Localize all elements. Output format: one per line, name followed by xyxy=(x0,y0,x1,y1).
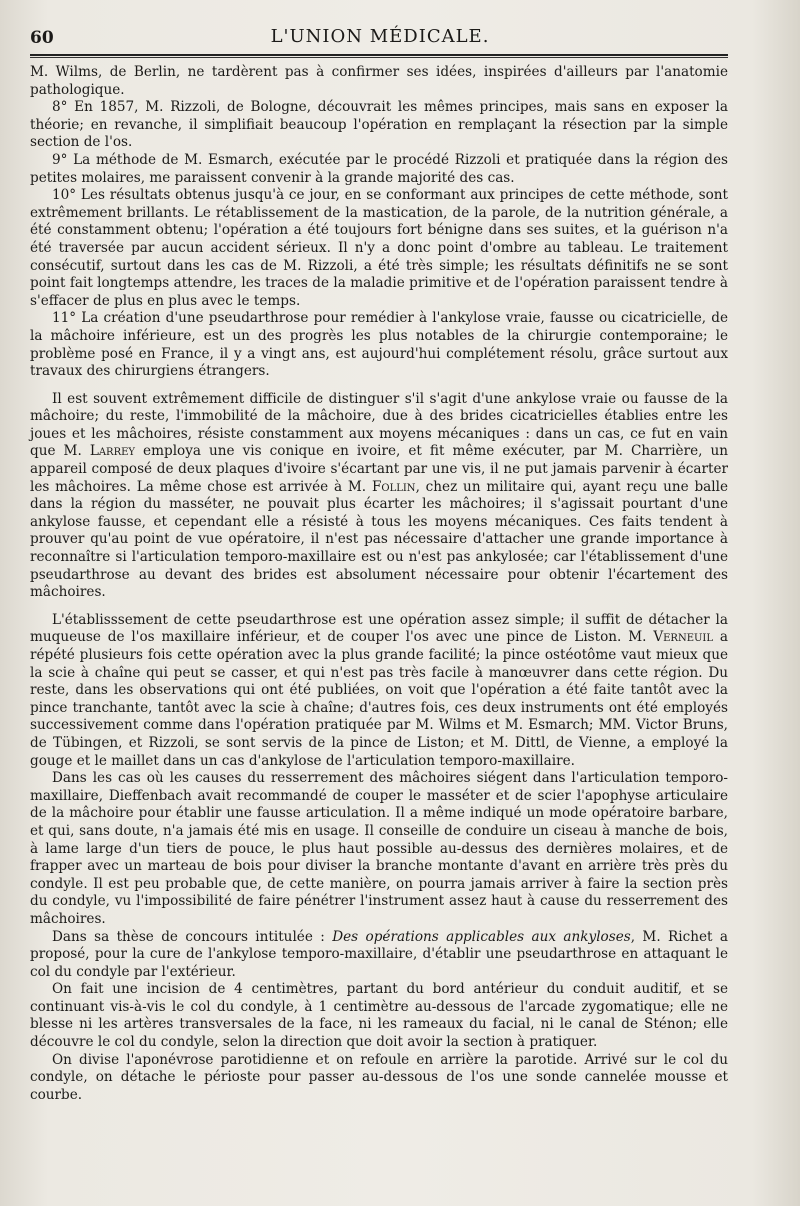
paragraph-p6 xyxy=(30,391,728,602)
thesis-title: Des opérations applicables aux ankyloses xyxy=(332,928,631,945)
paragraph-p7 xyxy=(30,612,728,770)
running-title: L'UNION MÉDICALE. xyxy=(270,26,490,47)
paragraph-p8 xyxy=(30,770,728,928)
text-run: On fait une incision de 4 centimètres, partant du bord antérieur du conduit auditif, et se continuant vis-à-vis le col du condyle, à 1 centimètre au-dessous de l'arcade zygomatique; elle ne blesse ni les artères transversales de la face, ni les rameaux du facial, ni le canal de Sténon; elle découvre le col du condyle, selon la direction que doit avoir la section à pratiquer. xyxy=(30,981,728,1051)
author-name: Larrey xyxy=(89,443,136,460)
text-run: , chez un militaire qui, ayant reçu une balle dans la région du masséter, ne pouvait plus écarter les mâchoires; il s'agissait pourtant d'une ankylose fausse, et cependant elle a résisté à tous les moyens mécaniques. Ces faits tendent à prouver qu'au point de vue opératoire, il n'est pas nécessaire d'attacher une grande importance à reconnaître si l'articulation temporo-maxillaire est ou n'est pas ankylosée; car l'établissement d'une pseudarthrose au devant des brides est absolument nécessaire pour obtenir l'écartement des mâchoires. xyxy=(30,478,729,601)
text-run: Dans les cas où les causes du resserrement des mâchoires siégent dans l'articulation temporo-maxillaire, Dieffenbach avait recommandé de couper le masséter et de scier l'apophyse articulaire de la mâchoire pour établir une fausse articulation. Il a même indiqué un mode opératoire barbare, et qui, sans doute, n'a jamais été mis en usage. Il conseille de conduire un ciseau à manche de bois, à lame large d'un tiers de pouce, le plus haut possible au-dessus des dernières molaires, et de frapper avec un marteau de bois pour diviser la branche montante d'avant en arrière très près du condyle. Il est peu probable que, de cette manière, on pourra jamais arriver à faire la section près du condyle, vu l'impossibilité de faire pénétrer l'instrument assez haut à cause du resserrement des mâchoires. xyxy=(30,770,728,927)
paragraph-p9 xyxy=(30,929,728,982)
text-run: 8° En 1857, M. Rizzoli, de Bologne, découvrait les mêmes principes, mais sans en exposer la théorie; en revanche, il simplifiait beaucoup l'opération en remplaçant la résection par la simple section de l'os. xyxy=(30,99,728,151)
text-run: 9° La méthode de M. Esmarch, exécutée par le procédé Rizzoli et pratiquée dans la région des petites molaires, me paraissent convenir à la grande majorité des cas. xyxy=(30,151,728,186)
paragraph-p10 xyxy=(30,981,728,1051)
text-run: 11° La création d'une pseudarthrose pour remédier à l'ankylose vraie, fausse ou cicatricielle, de la mâchoire inférieure, est un des progrès les plus notables de la chirurgie contemporaine; le problème posé en France, il y a vingt ans, est aujourd'hui complétement résolu, grâce surtout aux travaux des chirurgiens étrangers. xyxy=(30,310,728,380)
paragraph-p5 xyxy=(30,310,728,380)
header-rule xyxy=(30,54,728,58)
page-header xyxy=(30,18,730,52)
text-run: L'établisssement de cette pseudarthrose est une opération assez simple; il suffit de détacher la muqueuse de l'os maxillaire inférieur, et de couper l'os avec une pince de Liston. M. xyxy=(30,611,728,646)
text-run: employa une vis conique en ivoire, et fit même exécuter, par M. Charrière, un appareil composé de deux plaques d'ivoire s'écartant par une vis, il ne put jamais parvenir à écarter les mâchoires. La même chose est arrivée à M. xyxy=(30,443,729,495)
paragraph-p11 xyxy=(30,1052,728,1105)
text-run: Il est souvent extrêmement difficile de distinguer s'il s'agit d'une ankylose vraie ou fausse de la mâchoire; du reste, l'immobilité de la mâchoire, due à des brides cicatricielles établies entre les joues et les mâchoires, résiste constamment aux moyens mécaniques : dans un cas, ce fut en vain que M. xyxy=(30,390,728,460)
text-run: On divise l'aponévrose parotidienne et on refoule en arrière la parotide. Arrivé sur le col du condyle, on détache le périoste pour passer au-dessous de l'os une sonde cannelée mousse et courbe. xyxy=(30,1051,728,1103)
page-number: 60 xyxy=(30,28,54,48)
author-name: Follin xyxy=(371,478,416,495)
author-name: Verneuil xyxy=(653,629,714,646)
paragraph-p3 xyxy=(30,152,728,187)
text-run: Dans sa thèse de concours intitulée : xyxy=(52,928,333,945)
text-run: M. Wilms, de Berlin, ne tardèrent pas à confirmer ses idées, inspirées d'ailleurs par l'anatomie pathologique. xyxy=(30,64,728,98)
text-run: , M. Richet a proposé, pour la cure de l'ankylose temporo-maxillaire, d'établir une pseudarthrose en attaquant le col du condyle par l'extérieur. xyxy=(30,928,728,980)
text-run: a répété plusieurs fois cette opération avec la plus grande facilité; la pince ostéotôme vaut mieux que la scie à chaîne qui peut se casser, et qui n'est pas très facile à manœuvrer dans cette région. Du reste, dans les observations qui ont été publiées, on voit que l'opération a été faite tantôt avec la pince tranchante, tantôt avec la scie à chaîne; d'autres fois, ces deux instruments ont été employés successivement comme dans l'opération pratiquée par M. Wilms et M. Esmarch; MM. Victor Bruns, de Tübingen, et Rizzoli, se sont servis de la pince de Liston; et M. Dittl, de Vienne, a employé la gouge et le maillet dans un cas d'ankylose de l'articulation temporo-maxillaire. xyxy=(30,629,728,769)
text-run: 10° Les résultats obtenus jusqu'à ce jour, en se conformant aux principes de cette méthode, sont extrêmement brillants. Le rétablissement de la mastication, de la parole, de la nutrition générale, a été constamment obtenu; l'opération a été toujours fort bénigne dans ses suites, et la guérison n'a été traversée par aucun accident sérieux. Il n'y a donc point d'ombre au tableau. Le traitement consécutif, surtout dans les cas de M. Rizzoli, a été très simple; les résultats définitifs ne se sont point fait longtemps attendre, les traces de la maladie primitive et de l'opération paraissent tendre à s'effacer de plus en plus avec le temps. xyxy=(30,187,728,309)
paragraph-p1 xyxy=(30,64,728,99)
paragraph-p2 xyxy=(30,99,728,152)
body-text xyxy=(30,64,728,1104)
paragraph-p4 xyxy=(30,187,728,310)
